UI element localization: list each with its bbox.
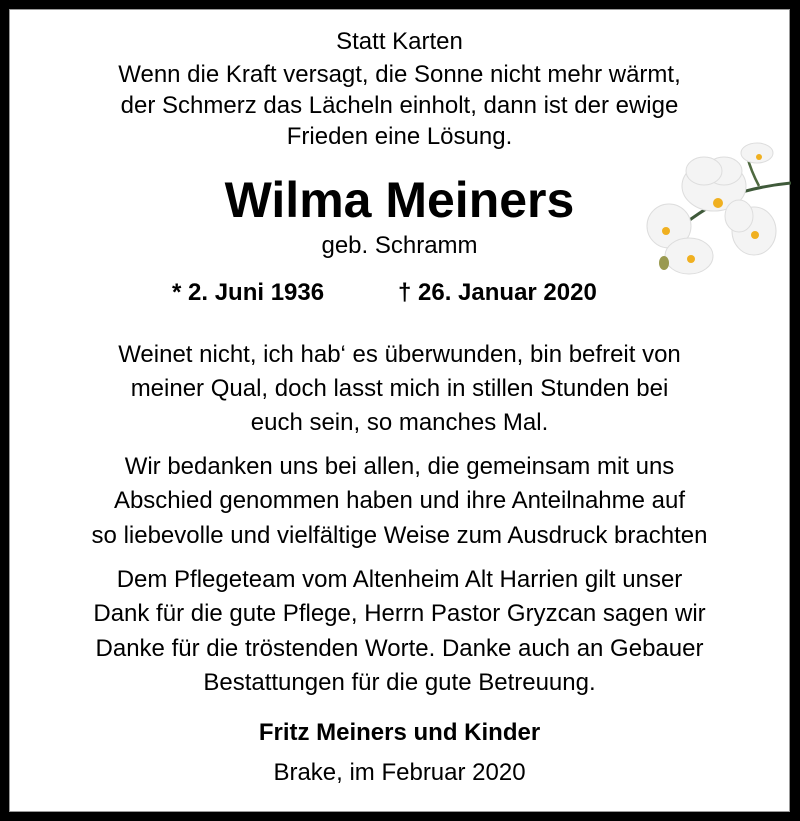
care-line: Dank für die gute Pflege, Herrn Pastor Gryzcan sagen wir (93, 600, 706, 627)
deceased-name: Wilma Meiners (224, 172, 575, 228)
thanks-line: Abschied genommen haben und ihre Anteilnahme auf (113, 487, 686, 514)
poem-line: Weinet nicht, ich hab‘ es überwunden, bin befreit von (118, 341, 681, 368)
intro-line: Frieden eine Lösung. (286, 123, 513, 150)
intro-line: der Schmerz das Lächeln einholt, dann ist der ewige (120, 92, 679, 119)
obituary-card (9, 9, 790, 812)
poem-line: meiner Qual, doch lasst mich in stillen Stunden bei (130, 375, 669, 402)
thanks-line: Wir bedanken uns bei allen, die gemeinsam mit uns (124, 453, 675, 480)
signature: Fritz Meiners und Kinder (258, 719, 541, 746)
care-line: Danke für die tröstenden Worte. Danke auch an Gebauer (95, 635, 704, 662)
thanks-line: so liebevolle und vielfältige Weise zum Ausdruck brachten (91, 522, 708, 549)
birth-date: * 2. Juni 1936 (172, 279, 325, 306)
intro-line: Wenn die Kraft versagt, die Sonne nicht mehr wärmt, (118, 61, 681, 88)
header-text: Statt Karten (336, 28, 463, 55)
poem-line: euch sein, so manches Mal. (250, 409, 549, 436)
care-line: Bestattungen für die gute Betreuung. (203, 669, 596, 696)
place-date: Brake, im Februar 2020 (273, 759, 526, 786)
birth-name: geb. Schramm (321, 232, 478, 259)
death-date: † 26. Januar 2020 (398, 279, 597, 306)
care-line: Dem Pflegeteam vom Altenheim Alt Harrien gilt unser (116, 566, 683, 593)
orchid-image (639, 141, 791, 276)
